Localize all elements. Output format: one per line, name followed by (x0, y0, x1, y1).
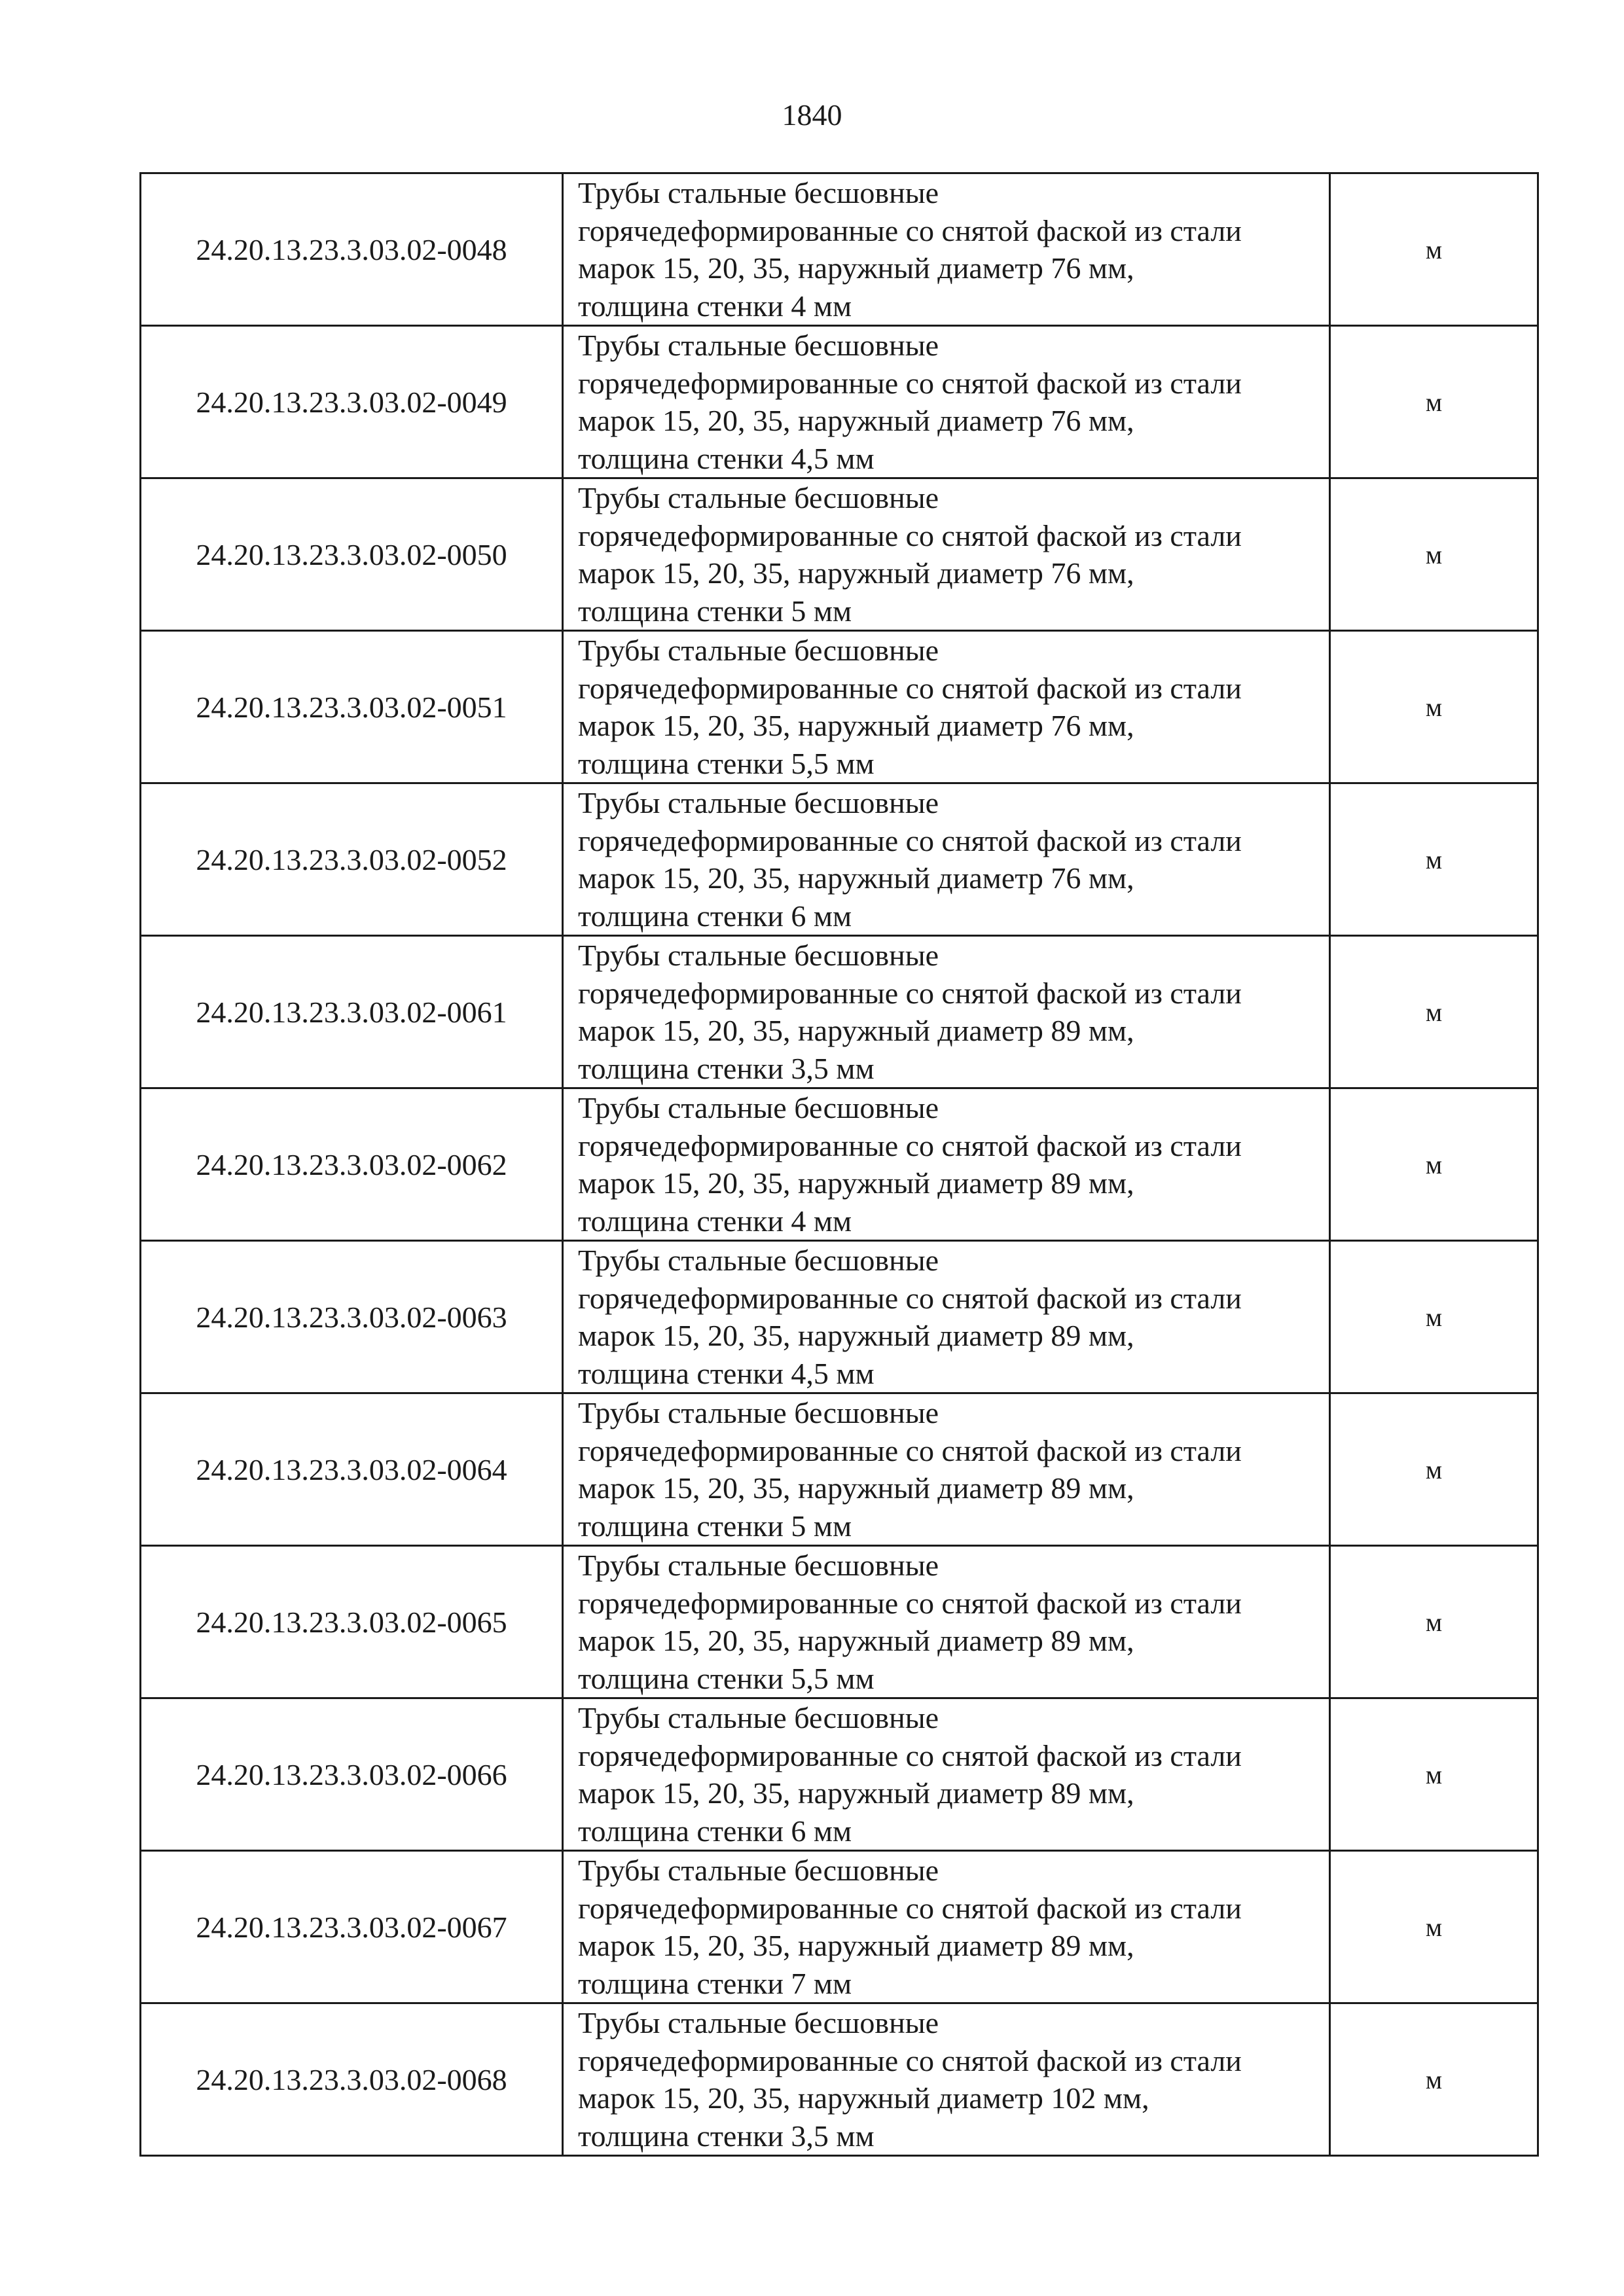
unit-cell: м (1330, 783, 1538, 936)
resource-description-cell (563, 1393, 1330, 1546)
resource-description-cell (563, 631, 1330, 783)
table-row (141, 173, 1538, 326)
resource-code-cell: 24.20.13.23.3.03.02-0062 (141, 1088, 563, 1241)
table-row (141, 631, 1538, 783)
description-line: толщина стенки 3,5 мм (578, 1051, 875, 1085)
table-row (141, 783, 1538, 936)
description-line: марок 15, 20, 35, наружный диаметр 89 мм, (578, 1471, 1134, 1505)
resource-code-cell: 24.20.13.23.3.03.02-0050 (141, 478, 563, 631)
resource-code-cell: 24.20.13.23.3.03.02-0051 (141, 631, 563, 783)
table-row (141, 1393, 1538, 1546)
description-line: толщина стенки 5,5 мм (578, 746, 875, 780)
materials-table-body (141, 173, 1538, 2156)
table-row (141, 1698, 1538, 1851)
description-line: марок 15, 20, 35, наружный диаметр 76 мм, (578, 556, 1134, 590)
unit-cell: м (1330, 478, 1538, 631)
description-line: марок 15, 20, 35, наружный диаметр 89 мм, (578, 1776, 1134, 1810)
resource-code-cell: 24.20.13.23.3.03.02-0052 (141, 783, 563, 936)
table-row (141, 1546, 1538, 1698)
description-line: Трубы стальные бесшовные (578, 634, 939, 667)
table-row (141, 2003, 1538, 2156)
description-line: Трубы стальные бесшовные (578, 2006, 939, 2039)
description-line: толщина стенки 6 мм (578, 1814, 852, 1848)
description-line: марок 15, 20, 35, наружный диаметр 76 мм, (578, 709, 1134, 742)
unit-cell: м (1330, 936, 1538, 1088)
description-line: горячедеформированные со снятой фаской из стали (578, 1586, 1242, 1620)
table-row (141, 1088, 1538, 1241)
resource-code-cell: 24.20.13.23.3.03.02-0048 (141, 173, 563, 326)
description-line: толщина стенки 6 мм (578, 899, 852, 933)
description-line: толщина стенки 7 мм (578, 1966, 852, 2000)
description-line: горячедеформированные со снятой фаской из стали (578, 671, 1242, 705)
description-line: толщина стенки 5,5 мм (578, 1661, 875, 1695)
table-row (141, 326, 1538, 478)
description-line: толщина стенки 3,5 мм (578, 2119, 875, 2153)
resource-code-cell: 24.20.13.23.3.03.02-0063 (141, 1241, 563, 1393)
description-line: толщина стенки 4 мм (578, 289, 852, 323)
resource-description-cell (563, 326, 1330, 478)
description-line: горячедеформированные со снятой фаской из стали (578, 976, 1242, 1010)
description-line: марок 15, 20, 35, наружный диаметр 76 мм, (578, 251, 1134, 285)
unit-cell: м (1330, 1546, 1538, 1698)
resource-code-cell: 24.20.13.23.3.03.02-0061 (141, 936, 563, 1088)
unit-cell: м (1330, 1241, 1538, 1393)
description-line: марок 15, 20, 35, наружный диаметр 89 мм, (578, 1166, 1134, 1200)
description-line: Трубы стальные бесшовные (578, 1854, 939, 1887)
resource-code-cell: 24.20.13.23.3.03.02-0065 (141, 1546, 563, 1698)
table-row (141, 478, 1538, 631)
unit-cell: м (1330, 1698, 1538, 1851)
resource-description-cell (563, 1241, 1330, 1393)
resource-description-cell (563, 1698, 1330, 1851)
resource-description-cell (563, 173, 1330, 326)
resource-code-cell: 24.20.13.23.3.03.02-0049 (141, 326, 563, 478)
table-row (141, 936, 1538, 1088)
description-line: марок 15, 20, 35, наружный диаметр 76 мм, (578, 861, 1134, 895)
resource-code-cell: 24.20.13.23.3.03.02-0067 (141, 1851, 563, 2003)
description-line: Трубы стальные бесшовные (578, 786, 939, 819)
description-line: Трубы стальные бесшовные (578, 329, 939, 362)
description-line: марок 15, 20, 35, наружный диаметр 102 мм, (578, 2081, 1149, 2115)
description-line: толщина стенки 4,5 мм (578, 1356, 875, 1390)
description-line: Трубы стальные бесшовные (578, 176, 939, 209)
resource-description-cell (563, 1851, 1330, 2003)
description-line: марок 15, 20, 35, наружный диаметр 76 мм, (578, 404, 1134, 437)
table-row (141, 1851, 1538, 2003)
resource-description-cell (563, 2003, 1330, 2156)
resource-description-cell (563, 783, 1330, 936)
description-line: Трубы стальные бесшовные (578, 939, 939, 972)
description-line: горячедеформированные со снятой фаской из стали (578, 366, 1242, 400)
description-line: Трубы стальные бесшовные (578, 1549, 939, 1582)
description-line: горячедеформированные со снятой фаской из стали (578, 1433, 1242, 1467)
description-line: Трубы стальные бесшовные (578, 481, 939, 514)
unit-cell: м (1330, 1088, 1538, 1241)
description-line: горячедеформированные со снятой фаской из стали (578, 1281, 1242, 1315)
description-line: горячедеформированные со снятой фаской из стали (578, 213, 1242, 247)
unit-cell: м (1330, 326, 1538, 478)
resource-code-cell: 24.20.13.23.3.03.02-0066 (141, 1698, 563, 1851)
unit-cell: м (1330, 631, 1538, 783)
resource-description-cell (563, 478, 1330, 631)
description-line: марок 15, 20, 35, наружный диаметр 89 мм, (578, 1014, 1134, 1047)
description-line: горячедеформированные со снятой фаской из стали (578, 1738, 1242, 1772)
resource-code-cell: 24.20.13.23.3.03.02-0064 (141, 1393, 563, 1546)
page-number: 1840 (782, 98, 842, 132)
unit-cell: м (1330, 2003, 1538, 2156)
description-line: толщина стенки 4 мм (578, 1204, 852, 1238)
description-line: марок 15, 20, 35, наружный диаметр 89 мм, (578, 1319, 1134, 1352)
description-line: марок 15, 20, 35, наружный диаметр 89 мм, (578, 1929, 1134, 1962)
description-line: Трубы стальные бесшовные (578, 1396, 939, 1429)
unit-cell: м (1330, 1393, 1538, 1546)
resource-description-cell (563, 936, 1330, 1088)
description-line: Трубы стальные бесшовные (578, 1091, 939, 1124)
table-row (141, 1241, 1538, 1393)
materials-table (139, 172, 1539, 2157)
description-line: толщина стенки 4,5 мм (578, 441, 875, 475)
resource-description-cell (563, 1546, 1330, 1698)
resource-description-cell (563, 1088, 1330, 1241)
description-line: Трубы стальные бесшовные (578, 1244, 939, 1277)
description-line: горячедеформированные со снятой фаской из стали (578, 2043, 1242, 2077)
description-line: толщина стенки 5 мм (578, 1509, 852, 1543)
description-line: марок 15, 20, 35, наружный диаметр 89 мм, (578, 1624, 1134, 1657)
description-line: горячедеформированные со снятой фаской из стали (578, 1128, 1242, 1162)
resource-code-cell: 24.20.13.23.3.03.02-0068 (141, 2003, 563, 2156)
unit-cell: м (1330, 173, 1538, 326)
description-line: Трубы стальные бесшовные (578, 1701, 939, 1734)
description-line: горячедеформированные со снятой фаской из стали (578, 823, 1242, 857)
description-line: горячедеформированные со снятой фаской из стали (578, 518, 1242, 552)
unit-cell: м (1330, 1851, 1538, 2003)
description-line: горячедеформированные со снятой фаской из стали (578, 1891, 1242, 1925)
description-line: толщина стенки 5 мм (578, 594, 852, 628)
